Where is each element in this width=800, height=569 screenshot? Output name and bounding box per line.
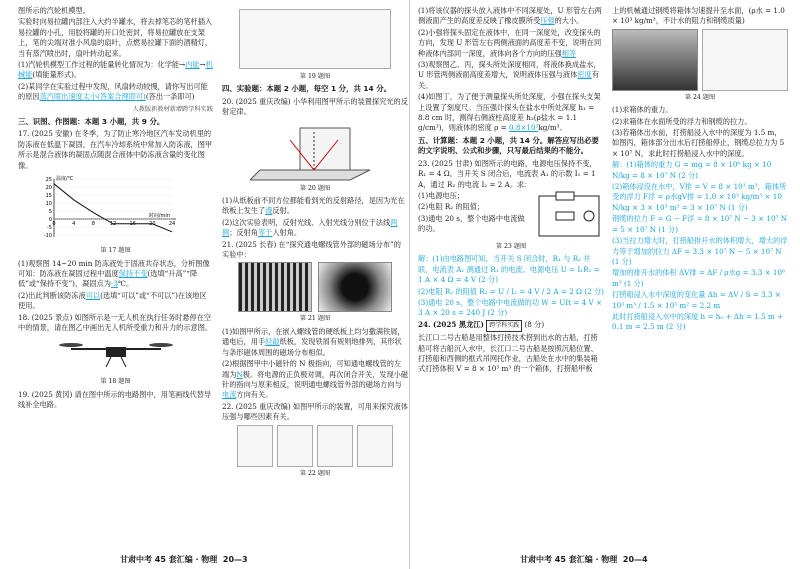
question-22-1: (1)将该仪器的探头放入液体中不同深度处，U 形管左右两侧液面产生的高度差反映了橡皮膜所受压强的大小。 (418, 6, 602, 26)
x-tick-label: 12 (109, 221, 117, 228)
manometer-1 (237, 425, 273, 467)
question-17-2: (2)出此判断该防冻液可以(选填“可以”或“不可以”)在该地区使用。 (18, 290, 207, 311)
question-24-3: (3)若箱体出水前，打捞船浸入水中的深度为 1.5 m，如图丙，箱体部分出水后打捞船停止，钢缆总拉力为 5 × 10⁷ N，求此时打捞船浸入水中的深度。 (612, 128, 785, 158)
x-tick-label: 24 (168, 221, 176, 228)
figure-21-caption: 第 21 题图 (299, 315, 331, 323)
figure-17-caption: 第 17 题图 (100, 247, 131, 255)
footer-right: 甘肃中考 45 套汇编 · 物理 20—4 (520, 555, 648, 564)
crane-diagram (702, 29, 788, 91)
manometer-2 (277, 425, 313, 467)
solution-23-3: (3)通电 20 s，整个电路中电流做的功 W = UIt = 4 V × 3 A × 20 s = 240 J (2 分) (418, 297, 603, 318)
solenoid-photo (238, 262, 312, 312)
solution-24-4: (3)当拉力增大时，打捞船排开水的体积增大，增大的浮力等于增加的拉力 ΔF = 3.3 × 10⁷ N − 5 × 10⁷ N (1 分) (612, 236, 788, 266)
drone-figure (56, 335, 176, 375)
solution-24-3: 钢缆的拉力 F = G − F浮 = 8 × 10⁷ N − 3 × 10⁷ N = 5 × 10⁷ N (1 分) (612, 214, 788, 234)
question-22-3: (3)观察图乙、丙，探头所处深度相同，将液体换成盐水，U 形管两侧液面高度差增大，说明液体压强与液体密度有关。 (418, 60, 601, 90)
x-tick-label: 8 (91, 221, 95, 228)
source-note: 人教版新教材新增跨学科实践 (132, 105, 213, 113)
manometer-4 (357, 425, 393, 467)
question-21-1: (1)如图甲所示，在嵌入螺线管的硬纸板上均匀撒满铁屑，通电后，用手轻敲纸板，发现铁屑有规则地排列，其形状与条形磁体周围的磁场分布相似。 (222, 326, 405, 357)
question-16-2: (2)某同学在实验过程中发现，风扇转动较慢，请你写出可能的原因蒸汽喷出速度太小(答案合理即可)(答出一条即可) (18, 81, 208, 102)
y-axis-label: 温度/℃ (56, 176, 74, 183)
x-tick-label: 16 (129, 221, 136, 228)
question-24-2: (2)求箱体在水面所受的浮力和钢缆的拉力。 (612, 116, 752, 126)
question-22: 22. (2025 重庆改编) 如图甲所示的装置，可用来探究液体压强与哪些因素有关。 (222, 401, 408, 422)
question-19: 19. (2025 黄冈) 请在图中所示的电路图中，用笔画线代替导线补全电路。 (18, 389, 212, 410)
section-5-heading: 五、计算题：本题 2 小题，共 14 分。解答应写出必要的文字说明、公式和步骤，只写最后结果的不能分。 (418, 135, 599, 156)
column-4 (612, 6, 788, 334)
y-tick-label: 25 (45, 177, 52, 184)
figure-24-caption: 第 24 题图 (684, 93, 716, 101)
question-22-4: (4)如图丁，为了便于测量探头所处深度，小强在探头支架上设置了刻度尺。当压强计探头在盐水中所处深度 h₁ = 8.8 cm 时，测得右侧液柱高度差 h₂(ρ盐水 = 1.1 g/cm³)，则液体的密度 ρ = 0.8×10³kg/m³。 (418, 92, 601, 133)
section-3-heading: 三、识图、作图题：本题 3 小题，共 9 分。 (18, 117, 165, 127)
figure-20-caption: 第 20 题图 (299, 184, 331, 192)
q23-block (418, 191, 604, 241)
x-tick-label: 20 (149, 221, 156, 228)
text: 图所示的汽轮机模型。 (18, 6, 90, 15)
solution-24-1: 解：(1)箱体的重力 G = mg = 8 × 10⁶ kg × 10 N/kg = 8 × 10⁷ N (2 分) (612, 160, 772, 180)
question-22-2: (2)小强将探头固定在液体中，在同一深度处，改变探头的方向，发现 U 形管左右两侧液面的高度差不变，说明在同种液体内部同一深度，液体向各个方向的压强相等 (418, 27, 602, 58)
circuit-23 (534, 191, 604, 241)
ship-photo (612, 29, 698, 91)
figure-18-caption: 第 18 题图 (100, 378, 131, 386)
figure-19-circuit (239, 9, 391, 69)
solution-23-1: 解：(1)由电路图可知，当开关 S 闭合时，R₁ 与 R₂ 并联，电流表 A₁ 测通过 R₁ 的电流。电源电压 U = I₁R₁ = 1 A × 4 Ω = 4 V (2 分) (418, 254, 600, 285)
question-20-2: (2)这次实验表明，反射光线、入射光线分别位于法线两侧；反射角等于入射角。 (222, 217, 398, 238)
mirror-figure (250, 120, 380, 182)
question-20-1: (1)从纸板前不同方位都能看到光的反射路径，是因为光在纸板上发生了漫反射。 (222, 196, 405, 216)
figure-22 (222, 425, 408, 467)
x-axis-label: 时间/min (148, 213, 170, 220)
question-23-2: (2)电阻 R₂ 的阻值； (418, 202, 485, 212)
chart-17 (32, 173, 182, 245)
y-tick-label: 10 (45, 201, 52, 208)
question-24-1: (1)求箱体的重力。 (612, 105, 673, 115)
practice-badge: 跨学科实践 (486, 320, 522, 332)
y-tick-label: -10 (43, 233, 52, 240)
question-24-header: 24. (2025 黑龙江) 跨学科实践 (8 分) (418, 320, 604, 332)
y-tick-label: 20 (45, 185, 52, 192)
question-24-text: 长江口二号古船是用整体打捞技术捞到出水的古船，打捞船可将古船沉入水中，长江口二号古船是按照沉船位置、打捞船和西侧的框式吊网托作业，古船处在水中的集装箱式打捞体积 V = 8 × 10³ m³ 的一个箱体，打捞船甲板 (418, 333, 598, 374)
column-2 (222, 6, 408, 481)
section-4-heading: 四、实验题：本题 2 小题，每空 1 分，共 14 分。 (222, 84, 392, 94)
question-23-1: (1)电源电压； (418, 190, 465, 200)
y-tick-label: 0 (48, 217, 52, 224)
solution-24-7: 此时打捞船浸入水中的深度 h = h₀ + Δh = 1.5 m + 0.1 m = 2.5 m (2 分) (612, 311, 784, 332)
x-tick-label: 4 (72, 221, 76, 228)
text: 实验时向易拉罐内部注入大约半罐水，将去掉笔芯的笔杆插入易拉罐的小孔，用胶将罐的开口处密封，将易拉罐放在支架上，笔的尖端对准小风扇的扇叶，点燃易拉罐下面的酒精灯，当有蒸汽喷出时，扇叶转动起来。 (18, 17, 213, 58)
column-1 (18, 6, 213, 412)
question-17-1: (1)观察图 14~20 min 防冻液处于固液共存状态，分析图像可知：防冻液在凝固过程中温度保持不变(选填“升高”“降低”或“保持不变”)，凝固点为-3℃。 (18, 258, 210, 289)
figure-23-caption: 第 23 题图 (495, 242, 527, 250)
question-17: 17. (2025 安徽) 在冬季，为了防止寒冷地区汽车发动机里的防冻液在低温下凝固，在汽车冷却系统中常加入防冻液，图甲所示是混合液体的凝固点随混合液体中防冻液含量的变化图像。 (18, 129, 213, 170)
x-tick-label: 0 (52, 221, 56, 228)
page-divider (409, 0, 410, 569)
solution-24-5: 增加的排开水的体积 ΔV排 = ΔF / ρ水g = 3.3 × 10⁶ m³ (1 分) (612, 268, 785, 288)
question-20: 20. (2025 重庆改编) 小华利用图甲所示的装置探究光的反射定律。 (222, 96, 408, 117)
solution-24-6: 打捞船浸入水中深度的变化量 Δh = ΔV / S = 3.3 × 10³ m³ / 1.5 × 10³ m² = 2.2 m (612, 290, 781, 310)
question-16-1: (1)汽轮机模型工作过程的能量转化情况为：化学能→内能→机械能(填能量形式)。 (18, 60, 213, 80)
column-3 (418, 6, 604, 376)
question-21: 21. (2025 长春) 在“探究通电螺线管外部的磁场分布”的实验中： (222, 239, 401, 260)
y-tick-label: 5 (48, 209, 52, 216)
y-tick-label: -5 (47, 225, 52, 232)
solution-23-2: (2)电阻 R₂ 的阻值 R₂ = U / I₂ = 4 V / 2 A = 2 Ω (2 分) (418, 286, 604, 296)
question-23-3: (3)通电 20 s，整个电路中电流做的功。 (418, 213, 525, 234)
figure-22-caption: 第 22 题图 (299, 469, 331, 477)
solution-24-2: (2)箱体浸没在水中，V排 = V = 8 × 10³ m³，箱体所受的浮力 F浮 = ρ水gV排 = 1.0 × 10³ kg/m³ × 10 N/kg × 3 × 10³ m³ = 3 × 10⁷ N (1 分) (612, 182, 787, 212)
question-23: 23. (2025 甘肃) 如图所示的电路，电源电压保持不变，R₁ = 4 Ω，当开关 S 闭合后，电流表 A₁ 的示数 I₁ = 1 A，通过 R₂ 的电流 I₂ = 2 A。求： (418, 158, 597, 189)
question-21-2: (2)根据图甲中小磁针的 N 极指向，可知通电螺线管的左端为N极。将电源的正负极对调，再次闭合开关，发现小磁针的指向与原来相反，说明通电螺线管外部的磁场方向与电流方向有关。 (222, 359, 409, 400)
question-18: 18. (2025 景点) 如图所示是一无人机在执行任务时悬停在空中的情景，请在图乙中画出无人机所受重力和升力的示意图。 (18, 312, 213, 332)
footer-left: 甘肃中考 45 套汇编 · 物理 20—3 (120, 555, 248, 564)
magnet-photo (318, 262, 392, 312)
figure-21 (222, 262, 408, 312)
manometer-3 (317, 425, 353, 467)
y-tick-label: 15 (45, 193, 52, 200)
figure-19-caption: 第 19 题图 (299, 73, 331, 80)
figure-24 (612, 29, 788, 91)
question-24-cont: 上的机械通过钢缆将箱体匀速提升至水面，(ρ水 = 1.0 × 10³ kg/m³，不计水的阻力和钢缆质量) (612, 6, 785, 26)
